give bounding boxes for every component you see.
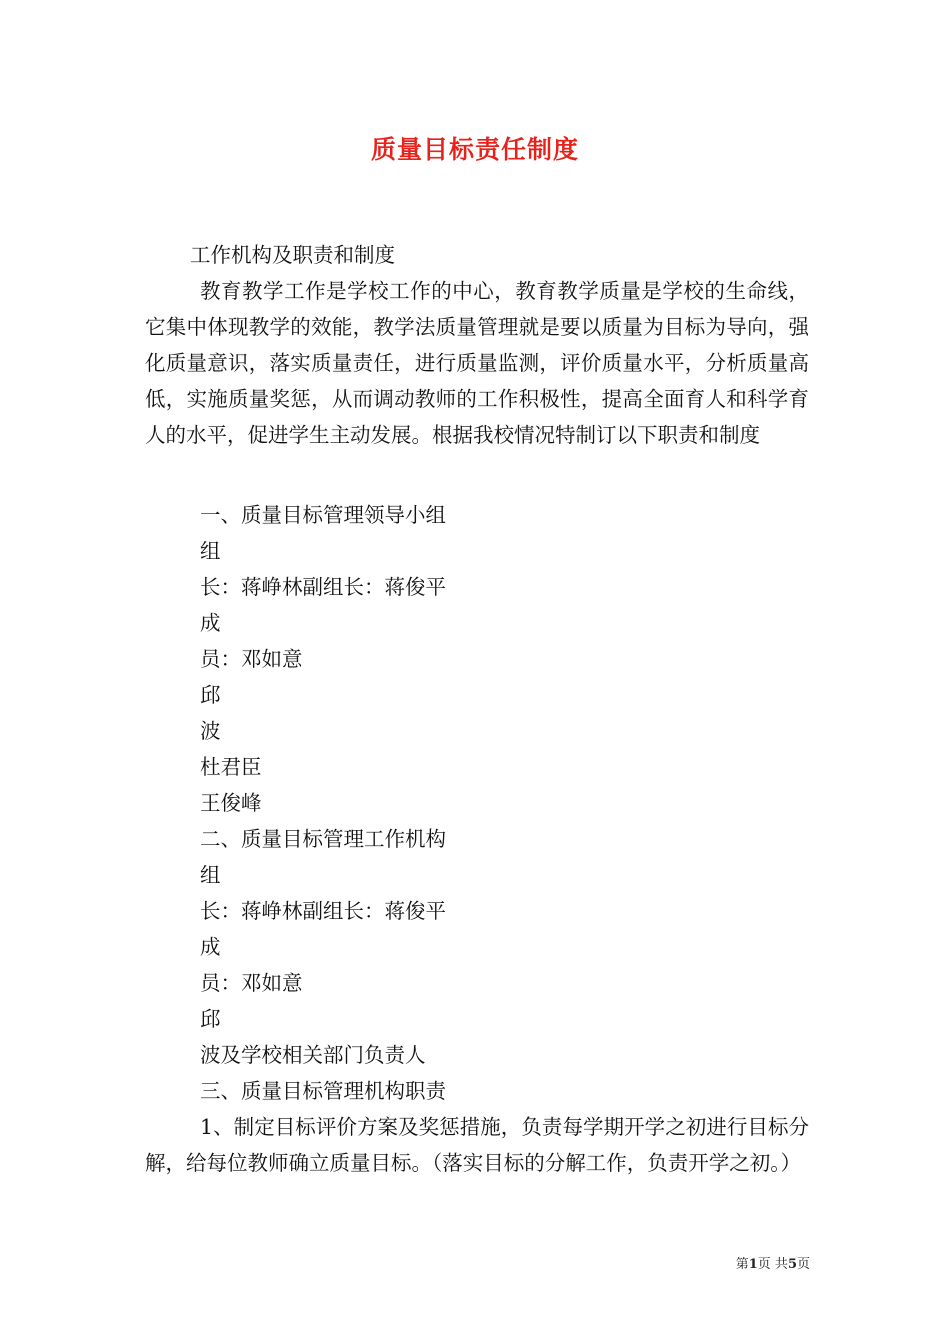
footer-page-number: 1 [748, 1257, 758, 1272]
list-line: 员：邓如意 [200, 971, 303, 995]
section-subtitle: 工作机构及职责和制度 [190, 243, 395, 267]
list-line: 三、质量目标管理机构职责 [200, 1079, 446, 1103]
footer-suffix: 页 [796, 1257, 810, 1272]
list-line: 成 [200, 611, 221, 635]
list-line: 长：蒋峥林副组长：蒋俊平 [200, 575, 446, 599]
page-footer [700, 1253, 810, 1272]
list-line: 杜君臣 [200, 755, 262, 779]
list-line: 组 [200, 863, 221, 887]
footer-total-pages: 5 [787, 1257, 797, 1272]
list-line: 员：邓如意 [200, 647, 303, 671]
list-line: 长：蒋峥林副组长：蒋俊平 [200, 899, 446, 923]
document-title: 质量目标责任制度 [370, 135, 579, 164]
list-line: 一、质量目标管理领导小组 [200, 503, 446, 527]
footer-prefix: 第 [735, 1257, 749, 1272]
list-line: 邱 [200, 683, 221, 707]
list-line: 王俊峰 [200, 791, 262, 815]
list-line: 邱 [200, 1007, 221, 1031]
list-line: 组 [200, 539, 221, 563]
list-line: 波 [200, 719, 221, 743]
list-line: 波及学校相关部门负责人 [200, 1043, 426, 1067]
intro-paragraph: 教育教学工作是学校工作的中心，教育教学质量是学校的生命线，它集中体现教学的效能，教学法质量管理就是要以质量为目标为导向，强化质量意识，落实质量责任，进行质量监测，评价质量水平，分析质量高低，实施质量奖惩，从而调动教师的工作积极性，提高全面育人和科学育人的水平，促进学生主动发展。根据我校情况特制订以下职责和制度 [145, 279, 809, 447]
list-line: 成 [200, 935, 221, 959]
item1-paragraph: 1、制定目标评价方案及奖惩措施，负责每学期开学之初进行目标分解，给每位教师确立质量目标。（落实目标的分解工作，负责开学之初。） [145, 1115, 809, 1175]
list-line: 二、质量目标管理工作机构 [200, 827, 446, 851]
footer-middle: 页 共 [757, 1257, 788, 1272]
